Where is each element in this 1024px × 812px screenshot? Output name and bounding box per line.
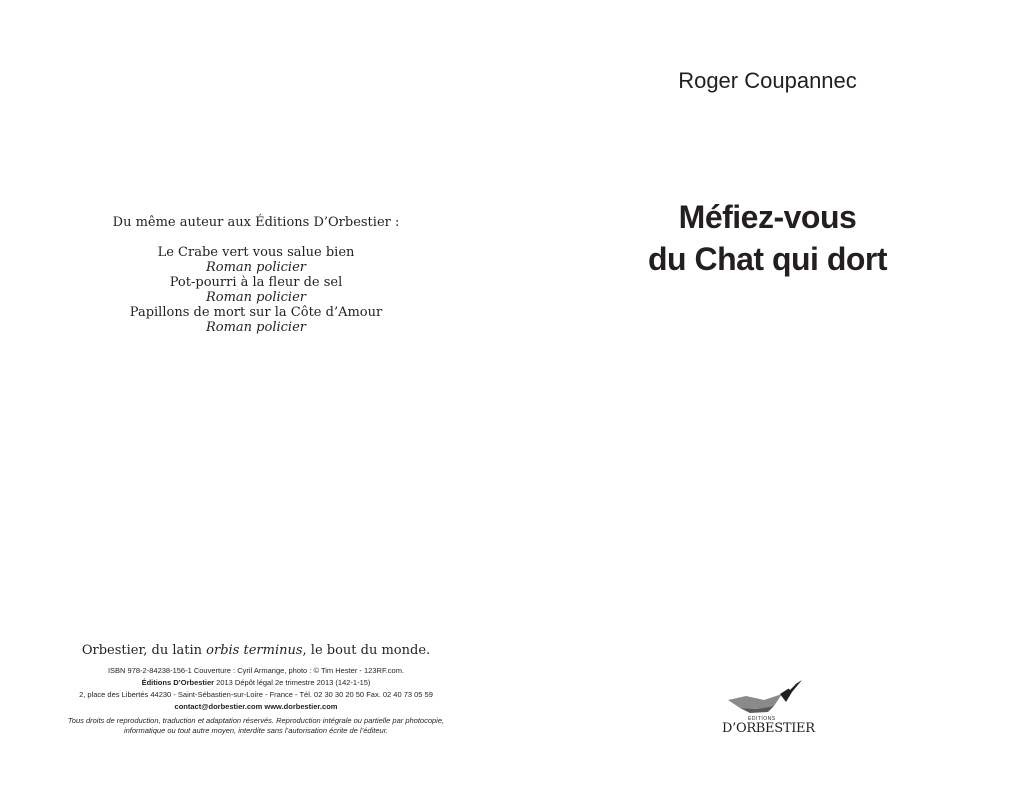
rights-notice: Tous droits de reproduction, traduction et adaptation réservés. Reproduction intégrale ou partielle par photocopie, informatique ou tout autre moyen, interdite sans l’autorisation écrite de l’éditeur. — [67, 716, 445, 735]
book-title: Le Crabe vert vous salue bien — [157, 245, 355, 260]
legal-deposit-line: Éditions D’Orbestier 2013 Dépôt légal 2e trimestre 2013 (142-1-15) — [141, 678, 371, 687]
publisher-logo — [718, 676, 818, 740]
wave-bird-icon — [726, 678, 806, 716]
colophon — [60, 665, 452, 713]
book-title-main: Méfiez-vous du Chat qui dort — [647, 199, 888, 277]
book-genre: Roman policier — [205, 320, 306, 335]
author-name: Roger Coupannec — [678, 68, 857, 93]
book-title: Papillons de mort sur la Côte d’Amour — [129, 305, 383, 320]
logo-name: D’ORBESTIER — [722, 721, 815, 736]
contact-line: contact@dorbestier.com www.dorbestier.com — [174, 702, 338, 711]
book-title: Pot-pourri à la fleur de sel — [169, 275, 343, 290]
address-line: 2, place des Libertés 44230 - Saint-Sébastien-sur-Loire - France - Tél. 02 30 30 20 50 Fax. 02 40 73 05 59 — [79, 690, 433, 699]
isbn-line: ISBN 978-2-84238-156-1 Couverture : Cyril Armange, photo : © Tim Hester - 123RF.com. — [107, 666, 405, 675]
books-heading: Du même auteur aux Éditions D’Orbestier : — [112, 215, 400, 230]
publisher-motto: Orbestier, du latin orbis terminus, le bout du monde. — [81, 643, 431, 658]
book-genre: Roman policier — [205, 260, 306, 275]
book-genre: Roman policier — [205, 290, 306, 305]
other-books-list — [60, 215, 452, 335]
logo-small-text: ÉDITIONS — [748, 716, 776, 722]
